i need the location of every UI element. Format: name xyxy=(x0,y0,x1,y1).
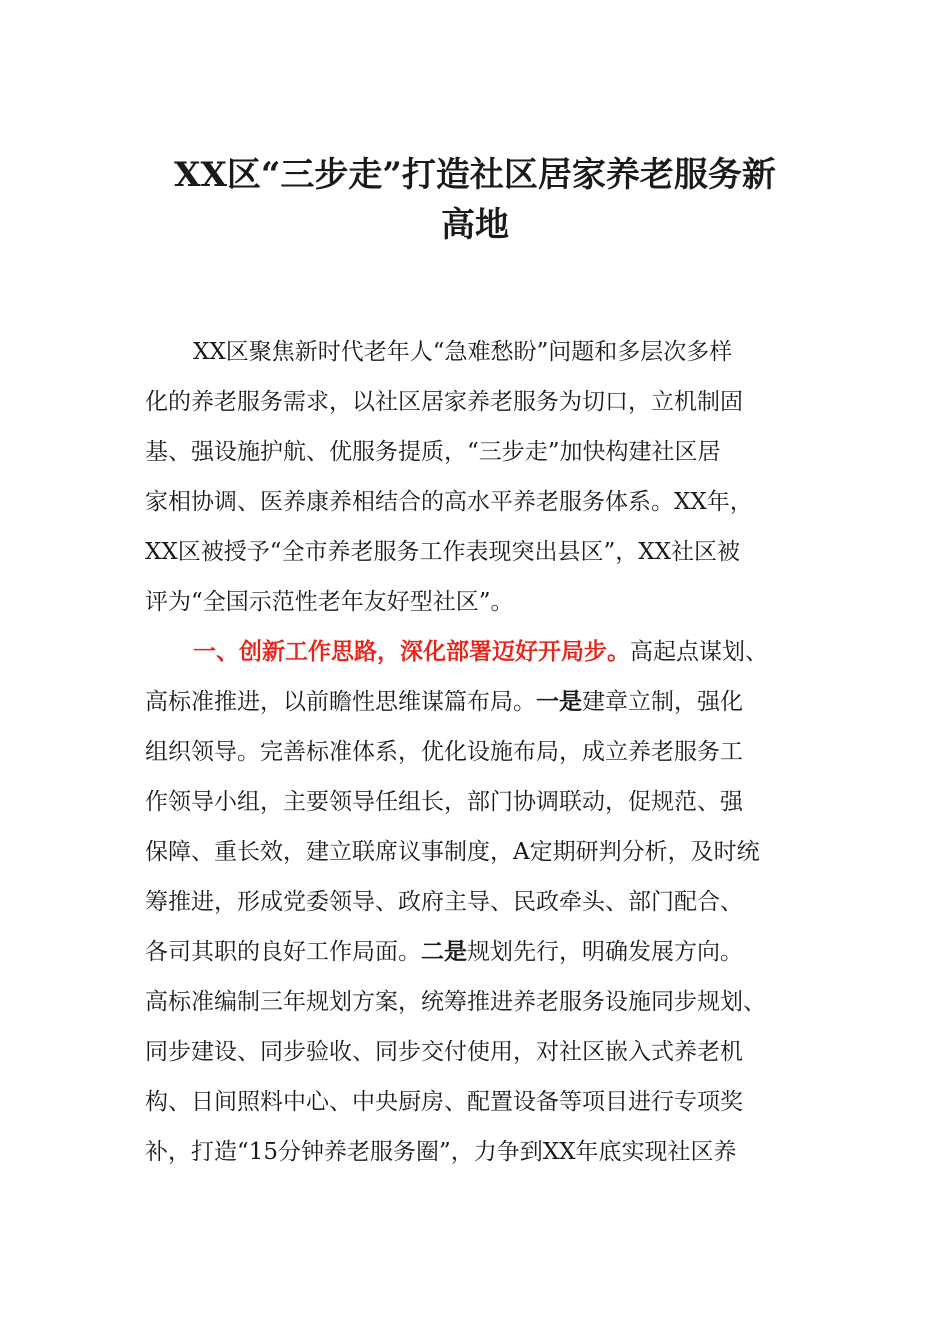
text-line: 同步建设、同步验收、同步交付使用，对社区嵌入式养老机 xyxy=(145,1039,743,1065)
text-line xyxy=(145,677,805,727)
section-heading: 一、创新工作思路，深化部署迈好开局步。 xyxy=(193,639,630,665)
text-line: 筹推进，形成党委领导、政府主导、民政牵头、部门配合、 xyxy=(145,889,743,915)
text-run: 建章立制，强化 xyxy=(582,689,743,715)
text-run: 高标准推进，以前瞻性思维谋篇布局。 xyxy=(145,689,536,715)
text-line: XX区被授予“全市养老服务工作表现突出县区”，XX社区被 xyxy=(145,539,741,565)
title-line-1: XX区“三步走”打造社区居家养老服务新 xyxy=(174,155,776,195)
paragraph-intro xyxy=(145,327,805,627)
text-line: 评为“全国示范性老年友好型社区”。 xyxy=(145,589,514,615)
document-title xyxy=(120,150,830,250)
text-line xyxy=(145,927,805,977)
text-line: 家相协调、医养康养相结合的高水平养老服务体系。XX年， xyxy=(145,489,753,515)
paragraph-section-one xyxy=(145,627,805,1177)
text-line: 基、强设施护航、优服务提质，“三步走”加快构建社区居 xyxy=(145,439,721,465)
text-run: 高起点谋划、 xyxy=(630,639,768,665)
text-line: 构、日间照料中心、中央厨房、配置设备等项目进行专项奖 xyxy=(145,1089,743,1115)
text-line: 高标准编制三年规划方案，统筹推进养老服务设施同步规划、 xyxy=(145,989,766,1015)
text-line: 化的养老服务需求，以社区居家养老服务为切口，立机制固 xyxy=(145,389,743,415)
text-line: 补，打造“15分钟养老服务圈”，力争到XX年底实现社区养 xyxy=(145,1139,737,1165)
text-run: 规划先行，明确发展方向。 xyxy=(467,939,743,965)
text-line: XX区聚焦新时代老年人“急难愁盼”问题和多层次多样 xyxy=(193,339,733,365)
emphasis-marker: 二是 xyxy=(421,939,467,965)
text-line: 保障、重长效，建立联席议事制度，A定期研判分析，及时统 xyxy=(145,839,760,865)
text-line: 作领导小组，主要领导任组长，部门协调联动，促规范、强 xyxy=(145,789,743,815)
text-run: 各司其职的良好工作局面。 xyxy=(145,939,421,965)
text-line: 组织领导。完善标准体系，优化设施布局，成立养老服务工 xyxy=(145,739,743,765)
emphasis-marker: 一是 xyxy=(536,689,582,715)
document-body xyxy=(145,327,805,1177)
title-line-2: 高地 xyxy=(441,205,509,245)
text-line xyxy=(145,627,805,677)
